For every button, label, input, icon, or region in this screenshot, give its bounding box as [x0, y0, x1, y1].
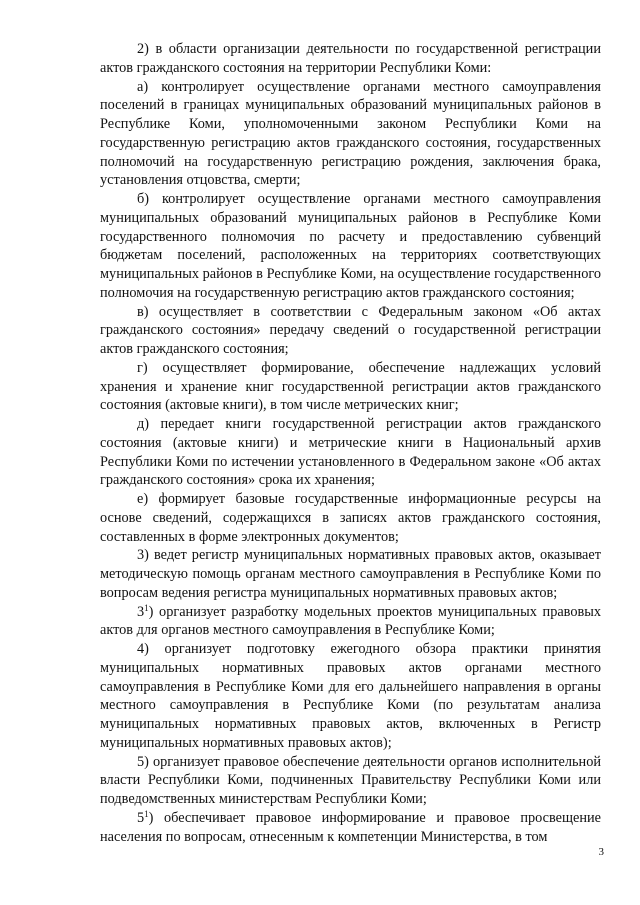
- paragraph-2: 2) в области организации деятельности по государственной регистрации актов гражданского состояния на территории Республики Коми:: [100, 41, 601, 76]
- item-superscript: 1: [144, 602, 149, 613]
- paragraph-3: 3) ведет регистр муниципальных нормативных правовых актов, оказывает методическую помощь органам местного самоуправления в Республике Коми по вопросам ведения регистра муниципальных нормативных правовых актов;: [100, 547, 601, 601]
- paragraph-2a: а) контролирует осуществление органами местного самоуправления поселений в границах муниципальных образований муниципальных районов в Республике Коми, уполномоченными законом Республики Коми на государственную регистрацию актов гражданского состояния, государственных полномочий на государственную регистрацию рождения, заключения брака, установления отцовства, смерти;: [100, 78, 601, 189]
- paragraph-2b: б) контролирует осуществление органами местного самоуправления муниципальных образований муниципальных районов в Республике Коми государственного полномочия по расчету и предоставлению субвенций бюджетам поселений, расположенных на территориях соответствующих муниципальных районов в Республике Коми, на осуществление государственного полномочия на государственную регистрацию актов гражданского состояния;: [100, 191, 601, 301]
- paragraph-2d: г) осуществляет формирование, обеспечение надлежащих условий хранения и хранение книг государственной регистрации актов гражданского состояния (актовые книги), в том числе метрических книг;: [100, 359, 601, 414]
- paragraph-5-1: [100, 809, 601, 847]
- item-superscript: 1: [144, 808, 149, 819]
- paragraph-2f: е) формирует базовые государственные информационные ресурсы на основе сведений, содержащихся в записях актов гражданского состояния, составленных в форме электронных документов;: [100, 491, 601, 545]
- item-number: 3: [137, 603, 145, 620]
- item-number: 5: [137, 809, 145, 826]
- paragraph-4: 4) организует подготовку ежегодного обзора практики принятия муниципальных нормативных правовых актов органами местного самоуправления в Республике Коми для его дальнейшего направления в органы местного самоуправления в Республике Коми (по результатам анализа муниципальных нормативных правовых актов, включенных в Регистр муниципальных нормативных правовых актов);: [100, 641, 601, 751]
- paragraph-text: ) обеспечивает правовое информирование и правовое просвещение населения по вопросам, отнесенным к компетенции Министерства, в том: [100, 809, 601, 845]
- paragraph-text: ) организует разработку модельных проектов муниципальных правовых актов для органов местного самоуправления в Республике Коми;: [100, 603, 601, 639]
- paragraph-5: 5) организует правовое обеспечение деятельности органов исполнительной власти Республики Коми, подчиненных Правительству Республики Коми или подведомственных министерствам Республики Коми;: [100, 753, 601, 807]
- paragraph-2e: д) передает книги государственной регистрации актов гражданского состояния (актовые книги) и метрические книги в Национальный архив Республики Коми по истечении установленного в Федеральном законе «Об актах гражданского состояния» срока их хранения;: [100, 416, 601, 489]
- paragraph-3-1: [100, 603, 601, 641]
- document-body: [100, 40, 601, 846]
- paragraph-2c: в) осуществляет в соответствии с Федеральным законом «Об актах гражданского состояния» передачу сведений о государственной регистрации актов гражданского состояния;: [100, 303, 601, 357]
- page-number: 3: [598, 846, 604, 858]
